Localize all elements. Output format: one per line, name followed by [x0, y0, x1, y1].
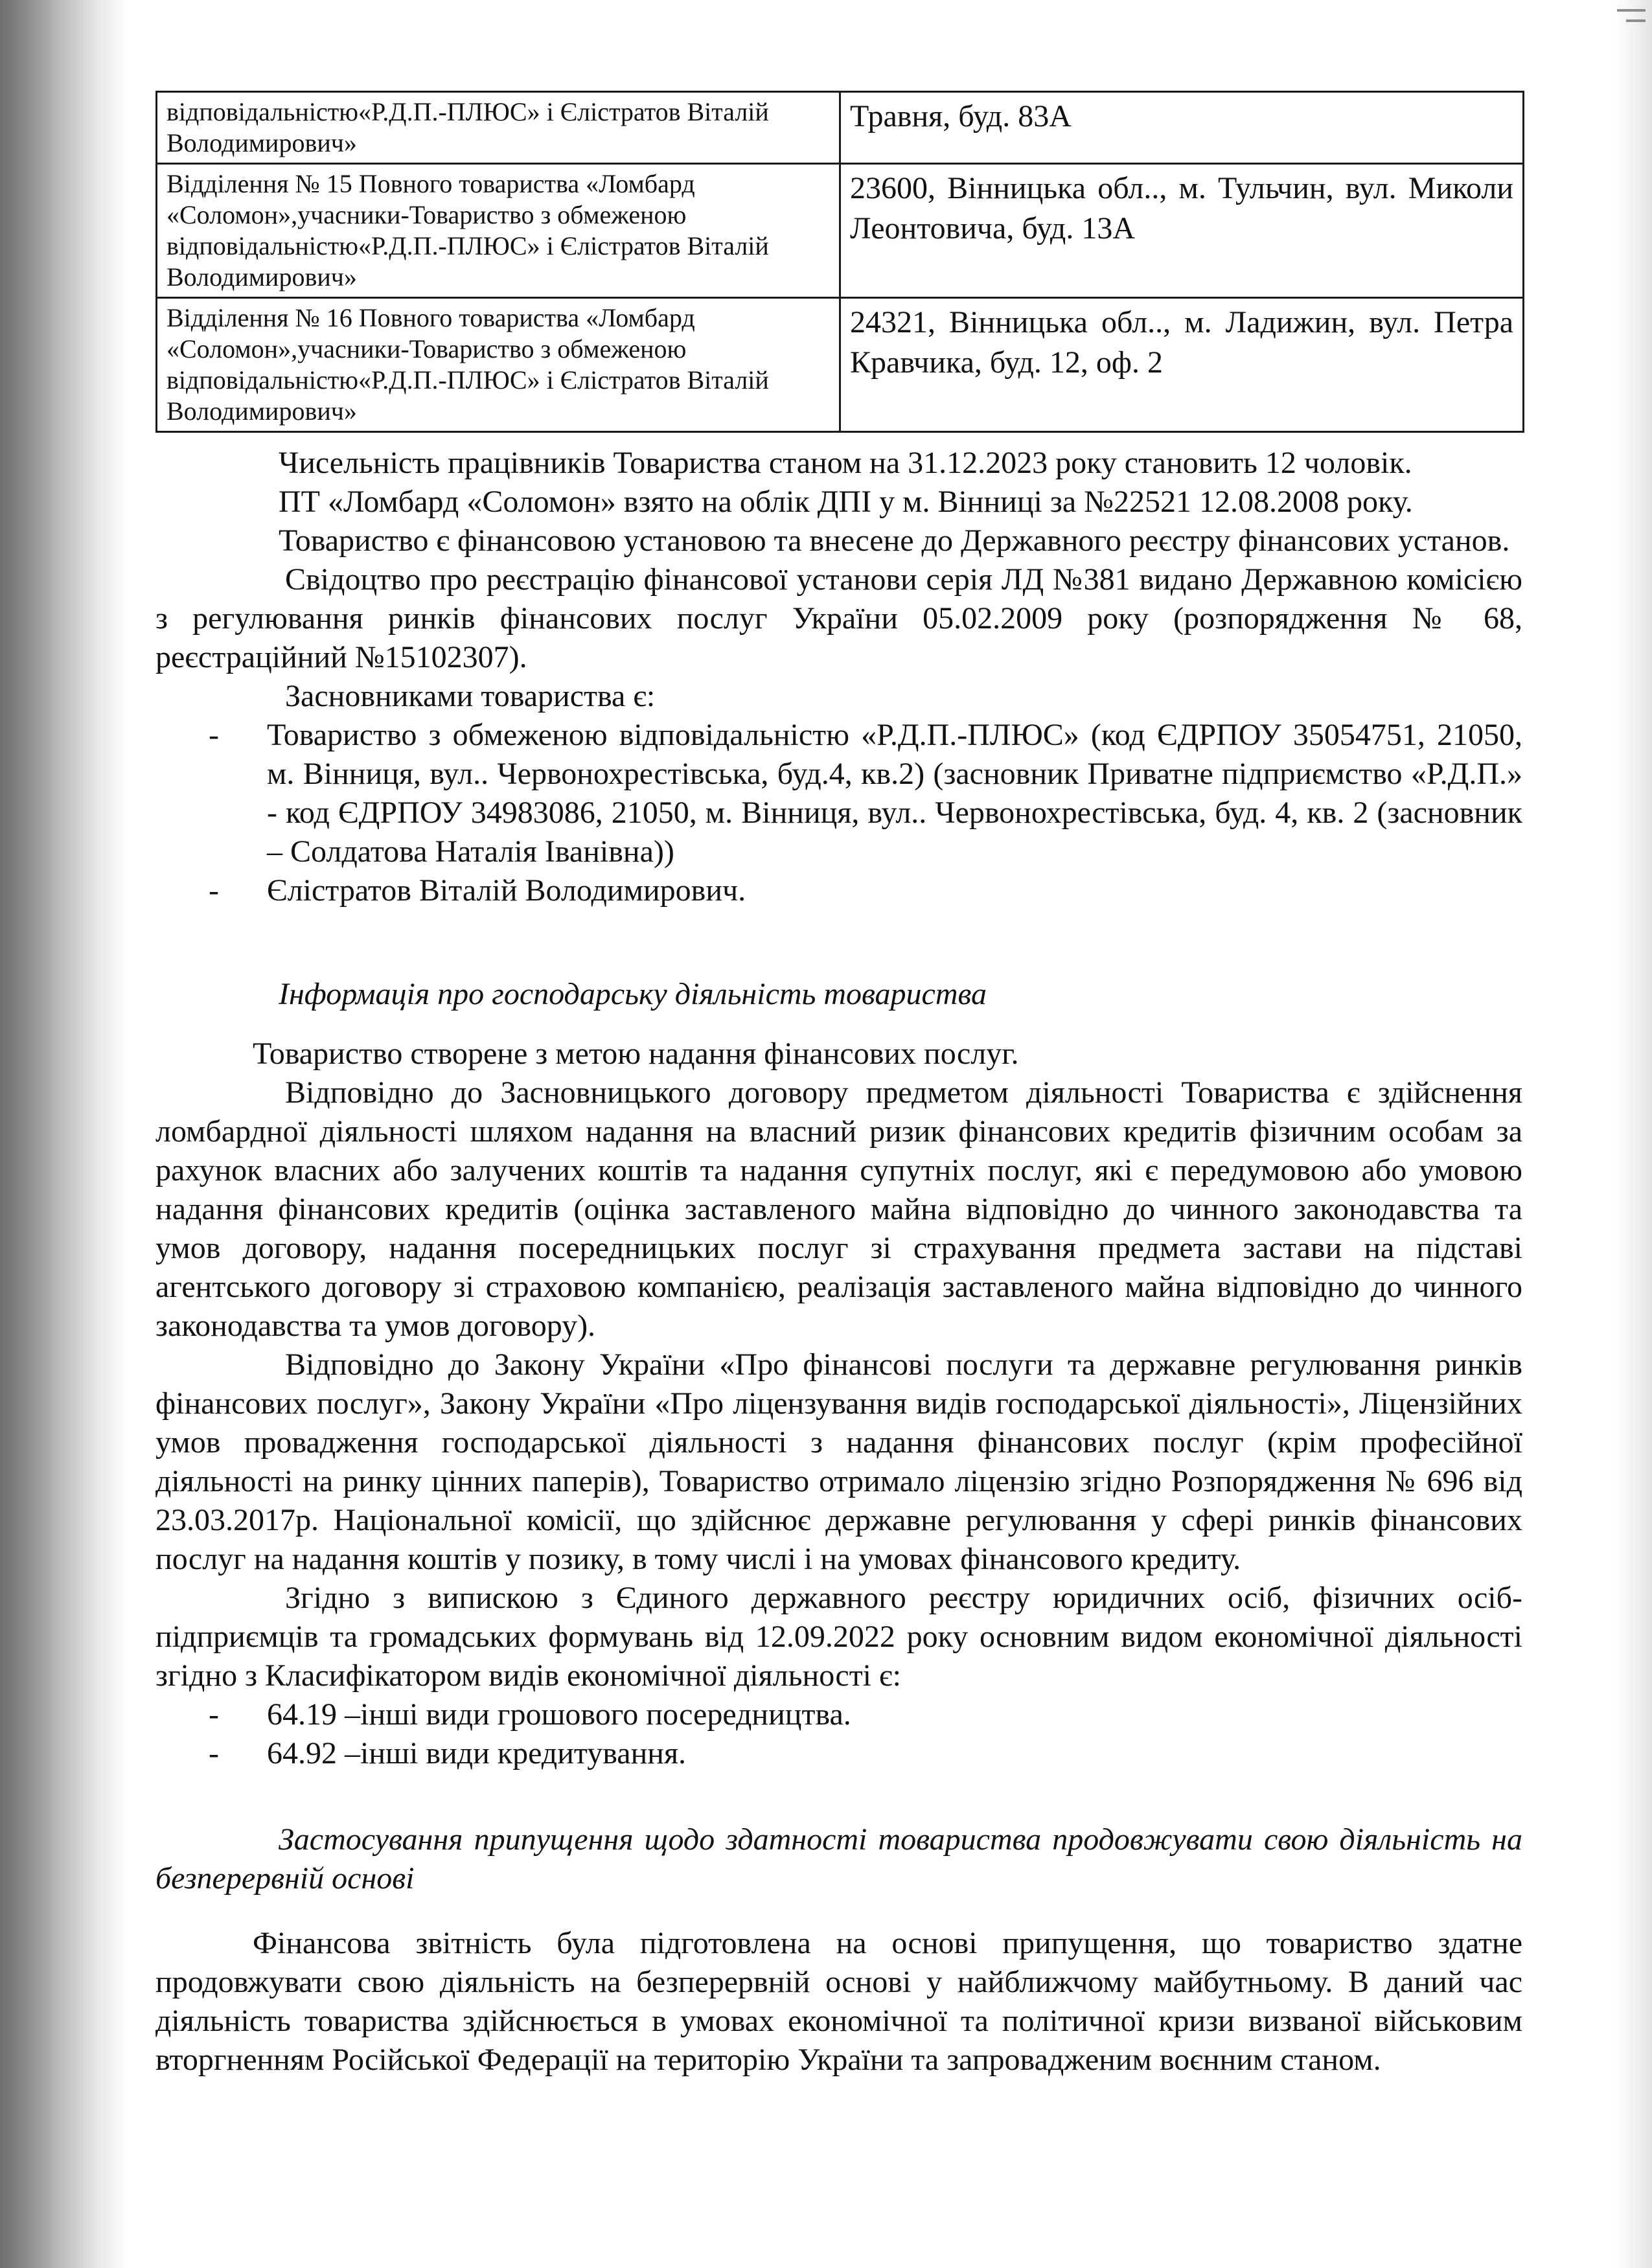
- activity-subject-paragraph: Відповідно до Засновницького договору предметом діяльності Товариства є здійснення ломбардної діяльності шляхом надання на власний ризик фінансових кредитів фізичним особам за рахунок власних або залучених коштів та надання супутніх послуг, які є передумовою або умовою надання фінансових кредитів (оцінка заставленого майна відповідно до чинного законодавства та умов договору, надання посередницьких послуг зі страхування предмета застави на підставі агентського договору зі страховою компанією, реалізація заставленого майна відповідно до чинного законодавства та умов договору).: [155, 1075, 1522, 1343]
- list-item: [155, 1695, 1522, 1734]
- founders-list: [155, 716, 1522, 910]
- list-item: [155, 1734, 1522, 1773]
- bullet-dash: -: [209, 1697, 219, 1732]
- table-row: [157, 164, 1524, 298]
- bullet-dash: -: [209, 718, 219, 752]
- founder-text: Єлістратов Віталій Володимирович.: [267, 873, 746, 908]
- branch-name-cell: Відділення № 16 Повного товариства «Ломбард «Соломон»,учасники-Товариство з обмеженою відповідальністю«Р.Д.П.-ПЛЮС» і Єлістратов Віталій Володимирович»: [157, 298, 840, 432]
- certificate-paragraph: Свідоцтво про реєстрацію фінансової установи серія ЛД №381 видано Державною комісією з регулювання ринків фінансових послуг України 05.02.2009 року (розпорядження № 68, реєстраційний №15102307).: [155, 562, 1522, 674]
- branch-address-cell: 23600, Вінницька обл.., м. Тульчин, вул. Миколи Леонтовича, буд. 13А: [840, 164, 1524, 298]
- branch-address-cell: 24321, Вінницька обл.., м. Ладижин, вул. Петра Кравчика, буд. 12, оф. 2: [840, 298, 1524, 432]
- activity-purpose-paragraph: Товариство створене з метою надання фінансових послуг.: [253, 1037, 1019, 1071]
- scan-edge-left: [0, 0, 130, 2268]
- license-paragraph: Відповідно до Закону України «Про фінансові послуги та державне регулювання ринків фінансових послуг», Закону України «Про ліцензування видів господарської діяльності», Ліцензійних умов провадження господарської діяльності з надання фінансових послуг (крім професійної діяльності на ринку цінних паперів), Товариство отримало ліцензію згідно Розпорядження № 696 від 23.03.2017р. Національної комісії, що здійснює державне регулювання у сфері ринків фінансових послуг на надання коштів у позику, в тому числі і на умовах фінансового кредиту.: [155, 1347, 1522, 1576]
- tax-registration-paragraph: ПТ «Ломбард «Соломон» взято на облік ДПІ у м. Вінниці за №22521 12.08.2008 року.: [279, 485, 1413, 519]
- table-row: [157, 92, 1524, 164]
- activity-codes-list: [155, 1695, 1522, 1773]
- branch-name-cell: відповідальністю«Р.Д.П.-ПЛЮС» і Єлістратов Віталій Володимирович»: [157, 92, 840, 164]
- table-row: [157, 298, 1524, 432]
- financial-institution-paragraph: Товариство є фінансовою установою та внесене до Державного реєстру фінансових установ.: [279, 523, 1510, 558]
- list-item: [155, 716, 1522, 871]
- going-concern-paragraph: Фінансова звітність була підготовлена на основі припущення, що товариство здатне продовжувати свою діяльність на безперервній основі у найближчому майбутньому. В даний час діяльність товариства здійснюється в умовах економічної та політичної кризи визваної військовим вторгненням Російської Федерації на територію України та запровадженим воєнним станом.: [155, 1926, 1522, 2077]
- activity-code-text: 64.19 –інші види грошового посередництва.: [267, 1697, 851, 1732]
- scan-edge-right: [1613, 0, 1652, 2268]
- going-concern-section: [155, 1820, 1522, 2079]
- activity-code-text: 64.92 –інші види кредитування.: [267, 1736, 687, 1770]
- intro-section: [155, 444, 1522, 910]
- branch-address-cell: Травня, буд. 83А: [840, 92, 1524, 164]
- founders-heading: Засновниками товариства є:: [285, 679, 656, 713]
- list-item: [155, 871, 1522, 910]
- employees-paragraph: Чисельність працівників Товариства станом на 31.12.2023 року становить 12 чоловік.: [279, 446, 1412, 480]
- branch-name-cell: Відділення № 15 Повного товариства «Ломбард «Соломон»,учасники-Товариство з обмеженою відповідальністю«Р.Д.П.-ПЛЮС» і Єлістратов Віталій Володимирович»: [157, 164, 840, 298]
- registry-paragraph: Згідно з випискою з Єдиного державного реєстру юридичних осіб, фізичних осіб-підприємців та громадських формувань від 12.09.2022 року основним видом економічної діяльності згідно з Класифікатором видів економічної діяльності є:: [155, 1581, 1522, 1693]
- branch-table: [155, 91, 1524, 433]
- activity-heading: Інформація про господарську діяльність товариства: [279, 977, 987, 1011]
- going-concern-heading: Застосування припущення щодо здатності товариства продовжувати свою діяльність на безперервній основі: [155, 1822, 1522, 1896]
- bullet-dash: -: [209, 1736, 219, 1770]
- scan-mark: [1617, 9, 1646, 12]
- founder-text: Товариство з обмеженою відповідальністю «Р.Д.П.-ПЛЮС» (код ЄДРПОУ 35054751, 21050, м. Вінниця, вул.. Червонохрестівська, буд.4, кв.2) (засновник Приватне підприємство «Р.Д.П.» - код ЄДРПОУ 34983086, 21050, м. Вінниця, вул.. Червонохрестівська, буд. 4, кв. 2 (засновник – Солдатова Наталія Іванівна)): [267, 718, 1522, 869]
- bullet-dash: -: [209, 873, 219, 908]
- activity-section: [155, 975, 1522, 1773]
- scan-mark: [1626, 19, 1646, 22]
